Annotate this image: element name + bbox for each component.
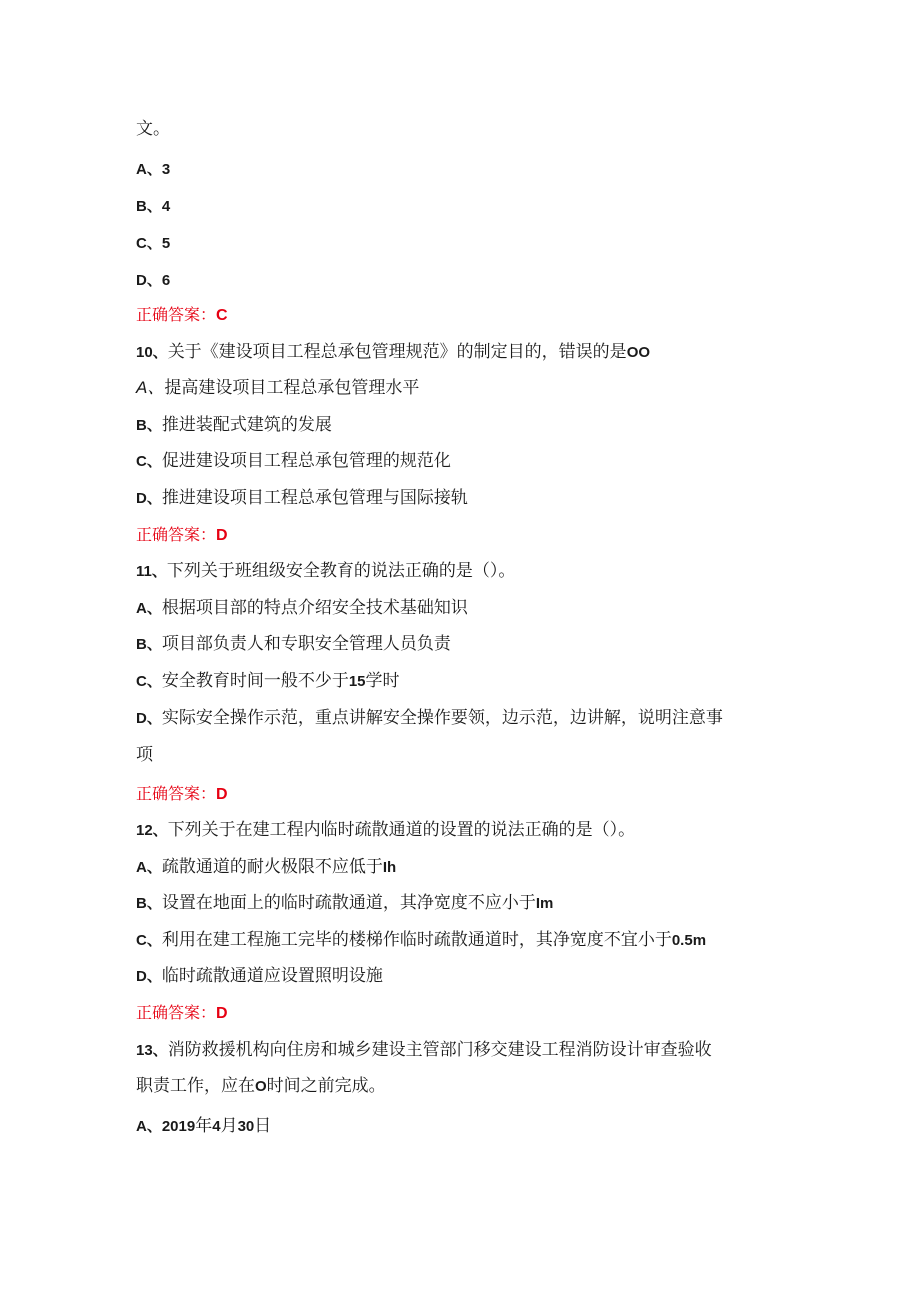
question-number: 10、: [136, 344, 168, 361]
q12-stem: [136, 819, 796, 842]
option-text: 3: [161, 161, 171, 178]
question-blank: OO: [626, 344, 651, 361]
option-label: A、: [136, 378, 165, 397]
option-text-continued: 项: [136, 745, 153, 765]
q12-option-d: [136, 965, 796, 988]
q11-option-d-continued: [136, 744, 796, 766]
q10-option-a: [136, 377, 796, 399]
q12-option-c: [136, 929, 796, 952]
option-text: 6: [161, 272, 171, 289]
q10-answer: [136, 524, 796, 547]
option-number: Im: [535, 895, 554, 912]
question-number: 12、: [136, 822, 168, 839]
option-label: C、: [136, 932, 162, 949]
answer-value: D: [216, 527, 228, 544]
option-text: 5: [161, 235, 171, 252]
question-text: 下列关于班组级安全教育的说法正确的是（）。: [166, 561, 516, 581]
option-year: 2019: [161, 1118, 196, 1135]
option-label: C、: [136, 673, 162, 690]
option-label: B、: [136, 895, 162, 912]
q9-option-c: [136, 232, 796, 255]
answer-value: C: [216, 307, 228, 324]
option-month: 4: [212, 1118, 221, 1135]
option-year-unit: 年: [195, 1116, 213, 1136]
option-label: C、: [136, 235, 162, 252]
question-text: 关于《建设项目工程总承包管理规范》的制定目的，错误的是: [167, 342, 627, 362]
option-label: D、: [136, 490, 162, 507]
option-text-after: 学时: [365, 671, 400, 691]
q10-option-d: [136, 487, 796, 510]
option-label: A、: [136, 161, 162, 178]
question-number: 11、: [136, 563, 167, 580]
option-number: 15: [348, 673, 366, 690]
option-text: 4: [161, 198, 171, 215]
option-text: 利用在建工程施工完毕的楼梯作临时疏散通道时，其净宽度不宜小于: [161, 930, 672, 950]
q11-option-a: [136, 597, 796, 620]
q11-option-d: [136, 707, 796, 730]
option-text: 提高建设项目工程总承包管理水平: [164, 378, 420, 398]
q13-stem-line2: [136, 1075, 796, 1098]
q9-option-d: [136, 269, 796, 292]
option-text: 设置在地面上的临时疏散通道，其净宽度不应小于: [161, 893, 536, 913]
option-month-unit: 月: [220, 1116, 238, 1136]
option-text: 推进装配式建筑的发展: [161, 415, 332, 435]
option-label: B、: [136, 417, 162, 434]
option-label: A、: [136, 859, 162, 876]
answer-label: 正确答案：: [136, 784, 217, 803]
q11-option-b: [136, 633, 796, 656]
option-label: D、: [136, 710, 162, 727]
q9-answer: [136, 304, 796, 327]
q11-option-c: [136, 670, 796, 693]
question-text-continued: 职责工作，应在: [136, 1076, 255, 1096]
option-label: C、: [136, 453, 162, 470]
option-text: 根据项目部的特点介绍安全技术基础知识: [161, 598, 468, 618]
option-text: 实际安全操作示范，重点讲解安全操作要领，边示范，边讲解，说明注意事: [161, 708, 723, 728]
option-label: B、: [136, 636, 162, 653]
option-label: A、: [136, 600, 162, 617]
answer-label: 正确答案：: [136, 525, 217, 544]
q13-option-a: [136, 1115, 796, 1138]
q9-tail-text: 文。: [136, 119, 170, 139]
q11-answer: [136, 783, 796, 806]
q11-stem: [136, 560, 796, 583]
option-label: D、: [136, 272, 162, 289]
q12-option-a: [136, 856, 796, 879]
answer-label: 正确答案：: [136, 305, 217, 324]
answer-value: D: [216, 786, 228, 803]
q9-stem-tail: [136, 118, 796, 140]
q10-stem: [136, 341, 796, 364]
answer-value: D: [216, 1005, 228, 1022]
question-text-after: 时间之前完成。: [266, 1076, 386, 1096]
option-day: 30: [237, 1118, 255, 1135]
option-text: 安全教育时间一般不少于: [161, 671, 349, 691]
option-number: 0.5m: [671, 932, 707, 949]
q9-option-b: [136, 195, 796, 218]
option-day-unit: 日: [254, 1116, 272, 1136]
q13-stem: [136, 1039, 796, 1062]
q9-option-a: [136, 158, 796, 181]
q12-option-b: [136, 892, 796, 915]
question-number: 13、: [136, 1042, 168, 1059]
option-text: 疏散通道的耐火极限不应低于: [161, 857, 383, 877]
option-label: D、: [136, 968, 162, 985]
q12-answer: [136, 1002, 796, 1025]
option-number: Ih: [382, 859, 397, 876]
q10-option-b: [136, 414, 796, 437]
option-text: 临时疏散通道应设置照明设施: [161, 966, 383, 986]
option-label: B、: [136, 198, 162, 215]
question-blank: O: [255, 1078, 267, 1095]
option-label: A、: [136, 1118, 162, 1135]
question-text: 下列关于在建工程内临时疏散通道的设置的说法正确的是（）。: [167, 820, 636, 840]
answer-label: 正确答案：: [136, 1003, 217, 1022]
option-text: 促进建设项目工程总承包管理的规范化: [161, 451, 451, 471]
question-text: 消防救援机构向住房和城乡建设主管部门移交建设工程消防设计审查验收: [167, 1040, 712, 1060]
option-text: 项目部负责人和专职安全管理人员负责: [161, 634, 451, 654]
option-text: 推进建设项目工程总承包管理与国际接轨: [161, 488, 468, 508]
q10-option-c: [136, 450, 796, 473]
